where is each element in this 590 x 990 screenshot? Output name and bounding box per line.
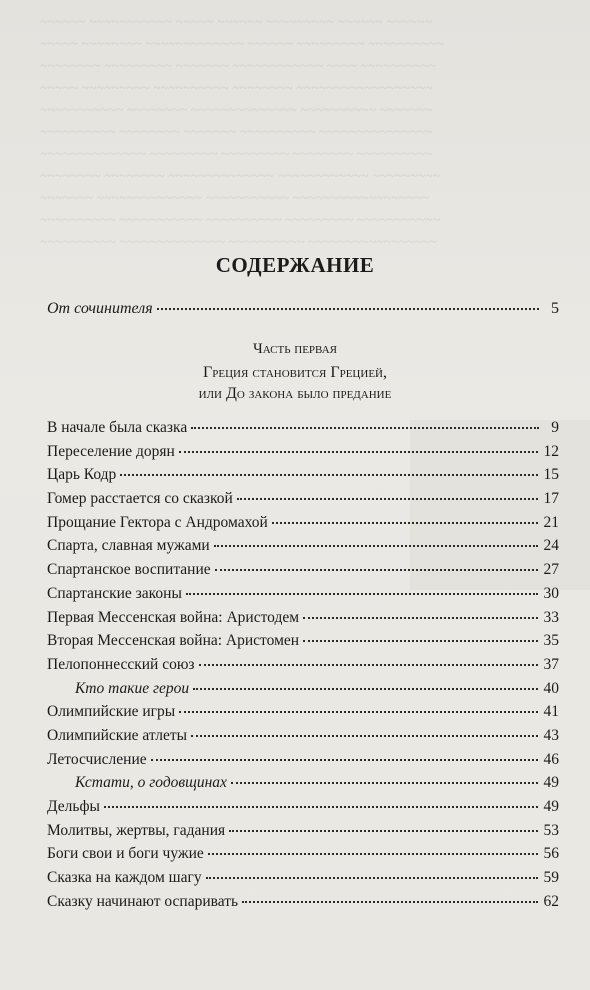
toc-entry-label: Царь Кодр: [47, 466, 117, 484]
toc-entry-label: Спартанские законы: [47, 584, 182, 602]
toc-entry-label: Гомер расстается со сказкой: [47, 490, 233, 508]
toc-entry: [47, 893, 559, 917]
part-subtitle: или До закона было предание: [198, 385, 392, 402]
toc-entry-page: 35: [543, 632, 559, 650]
toc-entry-label: От сочинителя: [47, 300, 153, 317]
toc-entry-label: Переселение дорян: [47, 442, 175, 460]
dot-leader: [186, 592, 538, 595]
toc-entry: [47, 514, 559, 538]
dot-leader: [208, 852, 538, 855]
dot-leader: [120, 473, 537, 476]
dot-leader: [199, 663, 538, 666]
toc-entry-label: Спартанское воспитание: [47, 561, 211, 579]
part-label: Часть первая: [253, 341, 337, 357]
dot-leader: [303, 616, 537, 619]
dot-leader: [191, 426, 539, 429]
toc-entry-page: 46: [543, 750, 559, 768]
toc-entry-label: Спарта, славная мужами: [47, 537, 210, 555]
toc-entry-page: 40: [543, 679, 559, 697]
toc-entry-label: Сказка на каждом шагу: [47, 869, 202, 887]
part-title: Греция становится Грецией,: [203, 364, 387, 381]
toc-entry: [47, 561, 559, 585]
toc-entry-page: 17: [543, 490, 559, 508]
toc-entry-page: 5: [551, 300, 559, 317]
dot-leader: [104, 805, 538, 808]
toc-entry-page: 9: [551, 419, 559, 436]
dot-leader: [215, 568, 538, 571]
page-title: СОДЕРЖАНИЕ: [215, 253, 375, 277]
toc-entry-page: 30: [543, 584, 559, 602]
toc-entry-label: Молитвы, жертвы, гадания: [47, 821, 226, 839]
toc-entry-label: Боги свои и боги чужие: [47, 845, 204, 863]
table-of-contents: [47, 419, 559, 916]
toc-entry-page: 21: [543, 513, 559, 531]
toc-entry: [47, 419, 559, 443]
toc-entry: [47, 537, 559, 561]
toc-entry-page: 41: [543, 703, 559, 721]
toc-entry: [47, 822, 559, 846]
toc-entry-page: 43: [543, 726, 559, 744]
toc-entry-label: Кто такие герои: [75, 679, 190, 697]
toc-entry-page: 53: [543, 821, 559, 839]
dot-leader: [242, 900, 537, 903]
toc-entry-label: Олимпийские игры: [47, 703, 176, 721]
toc-entry: [47, 869, 559, 893]
toc-entry-page: 15: [543, 466, 559, 484]
toc-entry: [47, 727, 559, 751]
toc-entry: [47, 466, 559, 490]
toc-entry: [47, 703, 559, 727]
toc-entry: [47, 443, 559, 467]
toc-entry-label: Летосчисление: [47, 750, 147, 768]
toc-entry-page: 33: [543, 608, 559, 626]
toc-entry: [47, 751, 559, 775]
toc-entry-page: 27: [543, 561, 559, 579]
toc-entry-label: Кстати, о годовщинах: [75, 774, 227, 792]
toc-entry-label: Сказку начинают оспаривать: [47, 892, 239, 910]
toc-entry: [47, 490, 559, 514]
dot-leader: [272, 521, 538, 524]
dot-leader: [157, 307, 539, 310]
toc-entry-preface: [47, 300, 559, 324]
dot-leader: [191, 734, 537, 737]
toc-entry-page: 62: [543, 892, 559, 910]
toc-entry-label: Пелопоннесский союз: [47, 655, 195, 673]
toc-entry-page: 12: [543, 442, 559, 460]
toc-entry-label: Дельфы: [47, 798, 100, 815]
toc-entry: [47, 774, 559, 798]
dot-leader: [151, 758, 538, 761]
toc-entry-page: 37: [543, 655, 559, 673]
toc-entry-label: Олимпийские атлеты: [47, 726, 188, 744]
bleed-through-text: ~~~~~~ ~~~~~~~~~~~ ~~~~~ ~~~~~~ ~~~~~~~~~ ~~~~~~ ~~~~~~ ~~~~~ ~~~~~~~~ ~~~~~~~~~~~~~ ~~~~~~ ~~~~~~~~~ ~~~~~~~~~~ ~~~~~~~~ ~~~~~~~~~ ~~~~~~~ ~~~~~~~~~~~~ ~~~~ ~~~~~~~~~~ ~~~~~ ~~~~~~~~~ ~~~~~~~~~~ ~~~~~~~~ ~~~~~~~~~~~~~~~~~~ ~~~~~~~~~~~ ~~~~~~~~ ~~~~~~~~~~~~~~ ~~~~~~~~~~ ~~~~~~~ ~~~~~~~~~~ ~~~~~~~~ ~~~~~~~ ~~~~~~~~~~ ~~~~~~~~~~~~~~~ ~~~~~~~~~~~~~~ ~~~~~~~~~ ~~~~~~~~~ ~~~~~~~~ ~~~~~~~~~~ ~~~~~~~~ ~~~~~~~~ ~~~~~~~~~~~~~~ ~~~~~~~~~~~~ ~~~~~~~~~ ~~~~~~~ ~~~~~~~~~~~~~~ ~~~~~~~~~~~ ~~~~~~~~~~~~~~~~~~ ~~~~~~~~~~ ~~~~~~~~~~~ ~~~~~~~~~~ ~~~~~~~~~ ~~~~~~~~~~~ ~~~~~~~~~~ ~~~~~~~~~~~~~~ ~~~~~~~~~~ ~~~~~~~~~~~~~~~~~: [40, 15, 444, 250]
dot-leader: [303, 639, 537, 642]
dot-leader: [229, 829, 537, 832]
toc-entry-page: 49: [543, 798, 559, 815]
toc-entry-page: 56: [543, 845, 559, 863]
toc-entry: [47, 609, 559, 633]
dot-leader: [193, 687, 537, 690]
toc-entry: [47, 585, 559, 609]
toc-entry-label: Прощание Гектора с Андромахой: [47, 513, 268, 531]
dot-leader: [206, 876, 538, 879]
dot-leader: [231, 781, 538, 784]
dot-leader: [179, 710, 537, 713]
toc-entry-label: Первая Мессенская война: Аристодем: [47, 608, 300, 626]
toc-entry: [47, 845, 559, 869]
dot-leader: [214, 544, 538, 547]
dot-leader: [179, 450, 538, 453]
toc-entry: [47, 680, 559, 704]
toc-entry-page: 24: [543, 537, 559, 555]
toc-entry-page: 49: [543, 774, 559, 792]
toc-entry: [47, 632, 559, 656]
toc-entry: [47, 656, 559, 680]
toc-entry-label: Вторая Мессенская война: Аристомен: [47, 632, 300, 650]
toc-entry-page: 59: [543, 869, 559, 887]
dot-leader: [237, 497, 538, 500]
toc-entry: [47, 798, 559, 822]
toc-entry-label: В начале была сказка: [47, 419, 188, 436]
